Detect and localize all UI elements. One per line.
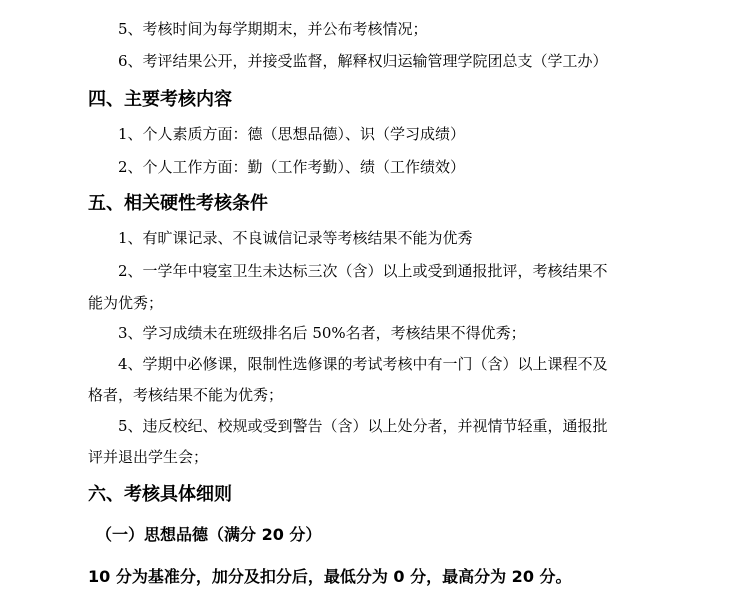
condition-item-5: 5、违反校纪、校规或受到警告（含）以上处分者，并视情节轻重，通报批 [118, 417, 608, 435]
subsection-moral-heading: （一）思想品德（满分 20 分） [96, 525, 322, 544]
assessment-time-item: 5、考核时间为每学期期末，并公布考核情况； [118, 20, 428, 38]
condition-item-1: 1、有旷课记录、不良诚信记录等考核结果不能为优秀 [118, 229, 473, 247]
section-5-heading: 五、相关硬性考核条件 [88, 193, 268, 214]
condition-item-3: 3、学习成绩未在班级排名后 50%名者，考核结果不得优秀； [118, 324, 526, 342]
scoring-rule-text: 10 分为基准分，加分及扣分后，最低分为 0 分，最高分为 20 分。 [88, 567, 572, 586]
results-public-item: 6、考评结果公开，并接受监督，解释权归运输管理学院团总支（学工办） [118, 52, 608, 70]
condition-item-4: 4、学期中必修课，限制性选修课的考试考核中有一门（含）以上课程不及 [118, 355, 608, 373]
condition-item-2-continued: 能为优秀； [88, 294, 164, 312]
condition-item-4-continued: 格者，考核结果不能为优秀； [88, 386, 284, 404]
personal-quality-item: 1、个人素质方面：德（思想品德）、识（学习成绩） [118, 125, 466, 143]
condition-item-2: 2、一学年中寝室卫生未达标三次（含）以上或受到通报批评，考核结果不 [118, 262, 608, 280]
condition-item-5-continued: 评并退出学生会； [88, 448, 209, 466]
section-4-heading: 四、主要考核内容 [88, 89, 232, 110]
personal-work-item: 2、个人工作方面：勤（工作考勤）、绩（工作绩效） [118, 158, 466, 176]
section-6-heading: 六、考核具体细则 [88, 484, 232, 505]
